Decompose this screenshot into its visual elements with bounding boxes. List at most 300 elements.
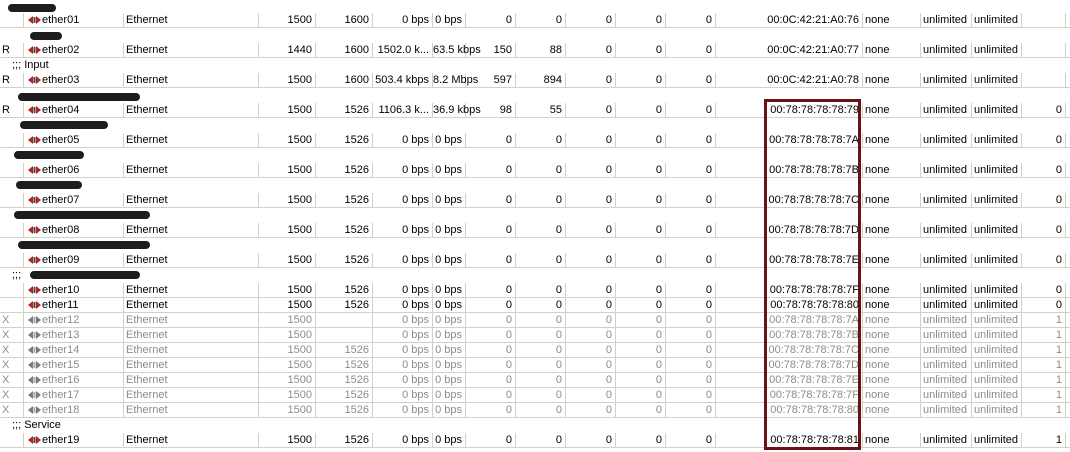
tx-packet-cell: 98 <box>466 103 516 117</box>
rx-cell: 0 bps <box>433 403 466 417</box>
flags-cell: X <box>0 358 24 372</box>
ethernet-port-icon <box>28 330 41 340</box>
interface-name: ether02 <box>42 44 80 56</box>
interface-name: ether01 <box>42 14 80 26</box>
mac-address-cell: 00:78:78:78:78:7B <box>716 328 863 342</box>
fp-cell: 0 <box>666 73 716 87</box>
flags-cell <box>0 193 24 207</box>
flags-cell: R <box>0 103 24 117</box>
arp-cell: none <box>863 73 921 87</box>
redaction-mark <box>18 93 140 101</box>
tx-packet-cell: 0 <box>466 298 516 312</box>
interface-name: ether17 <box>42 389 80 401</box>
ethernet-port-icon <box>28 315 41 325</box>
interface-name: ether04 <box>42 104 80 116</box>
ethernet-port-icon <box>28 255 41 265</box>
name-cell <box>24 43 124 57</box>
mtu-cell: 1500 <box>259 103 316 117</box>
arp-cell: none <box>863 133 921 147</box>
mtu-cell: 1500 <box>259 388 316 402</box>
rate-b-cell: unlimited <box>972 193 1022 207</box>
tx-packet-cell: 0 <box>466 223 516 237</box>
arp-cell: none <box>863 313 921 327</box>
tx-packet-cell: 0 <box>466 433 516 447</box>
rx-drops-cell: 0 <box>616 388 666 402</box>
interface-row-ether09[interactable] <box>0 253 1070 268</box>
flags-cell: X <box>0 373 24 387</box>
interface-row-ether11[interactable] <box>0 298 1070 313</box>
type-cell: Ethernet <box>124 313 259 327</box>
fp-cell: 0 <box>666 193 716 207</box>
rate-a-cell: unlimited <box>921 253 972 267</box>
type-cell: Ethernet <box>124 223 259 237</box>
tx-cell: 0 bps <box>373 223 433 237</box>
flags-cell: R <box>0 43 24 57</box>
tx-drops-cell: 0 <box>566 388 616 402</box>
name-cell <box>24 193 124 207</box>
l2mtu-cell: 1600 <box>316 43 373 57</box>
interface-row-ether19[interactable] <box>0 433 1070 448</box>
mac-address-cell: 00:78:78:78:78:7C <box>716 343 863 357</box>
mtu-cell: 1500 <box>259 133 316 147</box>
mtu-cell: 1500 <box>259 283 316 297</box>
flags-cell <box>0 433 24 447</box>
rate-a-cell: unlimited <box>921 298 972 312</box>
rx-drops-cell: 0 <box>616 253 666 267</box>
rate-b-cell: unlimited <box>972 328 1022 342</box>
rate-b-cell: unlimited <box>972 43 1022 57</box>
comment-text: ;;; <box>12 269 22 281</box>
arp-cell: none <box>863 103 921 117</box>
rx-drops-cell: 0 <box>616 328 666 342</box>
rx-drops-cell: 0 <box>616 73 666 87</box>
rx-drops-cell: 0 <box>616 13 666 27</box>
rate-a-cell: unlimited <box>921 223 972 237</box>
rx-packet-cell: 0 <box>516 298 566 312</box>
comment-row <box>0 148 1070 163</box>
tx-drops-cell: 0 <box>566 403 616 417</box>
l2mtu-cell: 1526 <box>316 403 373 417</box>
rate-b-cell: unlimited <box>972 73 1022 87</box>
type-cell: Ethernet <box>124 373 259 387</box>
ethernet-port-icon <box>28 405 41 415</box>
type-cell: Ethernet <box>124 283 259 297</box>
arp-cell: none <box>863 43 921 57</box>
tx-cell: 0 bps <box>373 253 433 267</box>
tx-drops-cell: 0 <box>566 298 616 312</box>
rate-a-cell: unlimited <box>921 343 972 357</box>
mtu-cell: 1500 <box>259 433 316 447</box>
tx-packet-cell: 597 <box>466 73 516 87</box>
fp-cell: 0 <box>666 163 716 177</box>
type-cell: Ethernet <box>124 13 259 27</box>
arp-cell: none <box>863 163 921 177</box>
rate-b-cell: unlimited <box>972 403 1022 417</box>
rx-packet-cell: 0 <box>516 313 566 327</box>
rx-packet-cell: 0 <box>516 283 566 297</box>
tx-drops-cell: 0 <box>566 43 616 57</box>
mac-address-cell: 00:0C:42:21:A0:77 <box>716 43 863 57</box>
mac-address-cell: 00:78:78:78:78:81 <box>716 433 863 447</box>
name-cell <box>24 343 124 357</box>
type-cell: Ethernet <box>124 403 259 417</box>
rx-cell: 0 bps <box>433 223 466 237</box>
tx-drops-cell: 0 <box>566 13 616 27</box>
mac-address-cell: 00:0C:42:21:A0:78 <box>716 73 863 87</box>
flags-cell: X <box>0 328 24 342</box>
tx-cell: 0 bps <box>373 193 433 207</box>
mtu-cell: 1500 <box>259 328 316 342</box>
rate-b-cell: unlimited <box>972 358 1022 372</box>
l2mtu-cell: 1526 <box>316 103 373 117</box>
rate-b-cell: unlimited <box>972 223 1022 237</box>
name-cell <box>24 163 124 177</box>
rx-packet-cell: 0 <box>516 193 566 207</box>
extra-cell <box>1022 73 1066 87</box>
flags-cell <box>0 283 24 297</box>
tx-drops-cell: 0 <box>566 163 616 177</box>
flags-cell <box>0 253 24 267</box>
mtu-cell: 1500 <box>259 163 316 177</box>
rx-drops-cell: 0 <box>616 283 666 297</box>
l2mtu-cell: 1526 <box>316 283 373 297</box>
rx-drops-cell: 0 <box>616 133 666 147</box>
interface-name: ether12 <box>42 314 80 326</box>
redaction-mark <box>14 151 84 159</box>
interface-name: ether03 <box>42 74 80 86</box>
rx-packet-cell: 0 <box>516 343 566 357</box>
interface-name: ether16 <box>42 374 80 386</box>
tx-packet-cell: 0 <box>466 388 516 402</box>
extra-cell: 0 <box>1022 193 1066 207</box>
mtu-cell: 1500 <box>259 373 316 387</box>
interface-row-ether13[interactable] <box>0 328 1070 343</box>
l2mtu-cell: 1526 <box>316 298 373 312</box>
extra-cell: 0 <box>1022 163 1066 177</box>
interface-row-ether01[interactable] <box>0 13 1070 28</box>
tx-cell: 1502.0 k... <box>373 43 433 57</box>
interface-name: ether09 <box>42 254 80 266</box>
interface-name: ether19 <box>42 434 80 446</box>
rx-packet-cell: 0 <box>516 223 566 237</box>
l2mtu-cell: 1600 <box>316 13 373 27</box>
flags-cell: X <box>0 343 24 357</box>
extra-cell: 1 <box>1022 328 1066 342</box>
interface-row-ether10[interactable] <box>0 283 1070 298</box>
arp-cell: none <box>863 223 921 237</box>
ethernet-port-icon <box>28 390 41 400</box>
l2mtu-cell: 1526 <box>316 193 373 207</box>
type-cell: Ethernet <box>124 103 259 117</box>
rx-packet-cell: 0 <box>516 388 566 402</box>
rx-packet-cell: 0 <box>516 373 566 387</box>
rate-b-cell: unlimited <box>972 103 1022 117</box>
l2mtu-cell: 1526 <box>316 223 373 237</box>
tx-cell: 0 bps <box>373 433 433 447</box>
extra-cell: 0 <box>1022 103 1066 117</box>
ethernet-port-icon <box>28 195 41 205</box>
flags-cell <box>0 133 24 147</box>
comment-row <box>0 178 1070 193</box>
flags-cell <box>0 298 24 312</box>
rx-packet-cell: 894 <box>516 73 566 87</box>
comment-text: ;;; Service <box>12 419 61 431</box>
rx-cell: 0 bps <box>433 313 466 327</box>
rate-a-cell: unlimited <box>921 433 972 447</box>
arp-cell: none <box>863 298 921 312</box>
interface-row-ether07[interactable] <box>0 193 1070 208</box>
rx-packet-cell: 0 <box>516 13 566 27</box>
mac-address-cell: 00:78:78:78:78:7A <box>716 133 863 147</box>
extra-cell: 0 <box>1022 298 1066 312</box>
l2mtu-cell: 1526 <box>316 163 373 177</box>
redaction-mark <box>14 211 150 219</box>
tx-packet-cell: 0 <box>466 133 516 147</box>
name-cell <box>24 223 124 237</box>
ethernet-port-icon <box>28 285 41 295</box>
mtu-cell: 1500 <box>259 343 316 357</box>
arp-cell: none <box>863 13 921 27</box>
mac-address-cell: 00:78:78:78:78:7F <box>716 283 863 297</box>
tx-drops-cell: 0 <box>566 253 616 267</box>
tx-packet-cell: 0 <box>466 328 516 342</box>
rx-cell: 0 bps <box>433 163 466 177</box>
ethernet-port-icon <box>28 105 41 115</box>
tx-cell: 0 bps <box>373 283 433 297</box>
flags-cell <box>0 163 24 177</box>
rate-b-cell: unlimited <box>972 343 1022 357</box>
flags-cell: R <box>0 73 24 87</box>
rx-drops-cell: 0 <box>616 343 666 357</box>
rate-a-cell: unlimited <box>921 313 972 327</box>
comment-row <box>0 268 1070 283</box>
tx-cell: 0 bps <box>373 358 433 372</box>
interface-name: ether05 <box>42 134 80 146</box>
rx-packet-cell: 0 <box>516 328 566 342</box>
type-cell: Ethernet <box>124 73 259 87</box>
arp-cell: none <box>863 343 921 357</box>
interface-row-ether16[interactable] <box>0 373 1070 388</box>
rx-cell: 0 bps <box>433 193 466 207</box>
tx-cell: 0 bps <box>373 313 433 327</box>
interface-name: ether14 <box>42 344 80 356</box>
name-cell <box>24 103 124 117</box>
ethernet-port-icon <box>28 375 41 385</box>
extra-cell: 1 <box>1022 313 1066 327</box>
rate-b-cell: unlimited <box>972 13 1022 27</box>
interface-row-ether05[interactable] <box>0 133 1070 148</box>
rate-a-cell: unlimited <box>921 163 972 177</box>
interface-name: ether06 <box>42 164 80 176</box>
type-cell: Ethernet <box>124 388 259 402</box>
rate-b-cell: unlimited <box>972 253 1022 267</box>
mac-address-cell: 00:78:78:78:78:7A <box>716 313 863 327</box>
fp-cell: 0 <box>666 388 716 402</box>
rx-drops-cell: 0 <box>616 223 666 237</box>
rate-a-cell: unlimited <box>921 283 972 297</box>
interface-row-ether06[interactable] <box>0 163 1070 178</box>
interface-name: ether07 <box>42 194 80 206</box>
name-cell <box>24 358 124 372</box>
tx-cell: 0 bps <box>373 13 433 27</box>
mac-address-cell: 00:78:78:78:78:7E <box>716 373 863 387</box>
l2mtu-cell: 1526 <box>316 388 373 402</box>
rx-packet-cell: 0 <box>516 358 566 372</box>
tx-cell: 0 bps <box>373 163 433 177</box>
rx-packet-cell: 0 <box>516 253 566 267</box>
interface-name: ether11 <box>42 299 79 311</box>
arp-cell: none <box>863 373 921 387</box>
tx-drops-cell: 0 <box>566 373 616 387</box>
fp-cell: 0 <box>666 343 716 357</box>
interface-row-ether14[interactable] <box>0 343 1070 358</box>
redaction-mark <box>8 4 56 12</box>
name-cell <box>24 373 124 387</box>
mac-address-cell: 00:78:78:78:78:7D <box>716 223 863 237</box>
type-cell: Ethernet <box>124 133 259 147</box>
l2mtu-cell: 1526 <box>316 253 373 267</box>
rate-a-cell: unlimited <box>921 13 972 27</box>
comment-text: ;;; Input <box>12 59 49 71</box>
rx-cell: 63.5 kbps <box>433 44 481 56</box>
type-cell: Ethernet <box>124 253 259 267</box>
interface-name: ether18 <box>42 404 80 416</box>
rx-cell: 36.9 kbps <box>433 104 481 116</box>
rate-a-cell: unlimited <box>921 388 972 402</box>
interface-row-ether04[interactable] <box>0 103 1070 118</box>
rate-b-cell: unlimited <box>972 163 1022 177</box>
redaction-mark <box>30 271 140 279</box>
arp-cell: none <box>863 388 921 402</box>
tx-packet-cell: 0 <box>466 313 516 327</box>
rx-packet-cell: 88 <box>516 43 566 57</box>
l2mtu-cell <box>316 313 373 327</box>
rate-a-cell: unlimited <box>921 373 972 387</box>
name-cell <box>24 283 124 297</box>
comment-row <box>0 88 1070 103</box>
rx-cell: 8.2 Mbps <box>433 74 479 86</box>
rx-cell: 0 bps <box>433 388 466 402</box>
interface-row-ether02[interactable] <box>0 43 1070 58</box>
flags-cell: X <box>0 313 24 327</box>
type-cell: Ethernet <box>124 343 259 357</box>
type-cell: Ethernet <box>124 298 259 312</box>
rx-cell: 0 bps <box>433 358 466 372</box>
mac-address-cell: 00:78:78:78:78:7E <box>716 253 863 267</box>
fp-cell: 0 <box>666 358 716 372</box>
flags-cell <box>0 223 24 237</box>
fp-cell: 0 <box>666 253 716 267</box>
rx-drops-cell: 0 <box>616 313 666 327</box>
rate-a-cell: unlimited <box>921 358 972 372</box>
interface-row-ether08[interactable] <box>0 223 1070 238</box>
extra-cell <box>1022 43 1066 57</box>
rx-packet-cell: 0 <box>516 163 566 177</box>
rx-drops-cell: 0 <box>616 433 666 447</box>
interface-name: ether08 <box>42 224 80 236</box>
interface-name: ether13 <box>42 329 80 341</box>
rate-a-cell: unlimited <box>921 328 972 342</box>
type-cell: Ethernet <box>124 193 259 207</box>
flags-cell <box>0 13 24 27</box>
tx-drops-cell: 0 <box>566 133 616 147</box>
name-cell <box>24 253 124 267</box>
interface-row-ether17[interactable] <box>0 388 1070 403</box>
tx-packet-cell: 0 <box>466 403 516 417</box>
name-cell <box>24 403 124 417</box>
ethernet-port-icon <box>28 165 41 175</box>
tx-packet-cell: 0 <box>466 373 516 387</box>
interface-row-ether12[interactable] <box>0 313 1070 328</box>
rx-packet-cell: 0 <box>516 403 566 417</box>
rate-a-cell: unlimited <box>921 193 972 207</box>
rx-drops-cell: 0 <box>616 358 666 372</box>
mac-address-cell: 00:78:78:78:78:80 <box>716 298 863 312</box>
rx-drops-cell: 0 <box>616 43 666 57</box>
ethernet-port-icon <box>28 345 41 355</box>
interface-name: ether15 <box>42 359 80 371</box>
ethernet-port-icon <box>28 225 41 235</box>
fp-cell: 0 <box>666 103 716 117</box>
redaction-mark <box>16 181 82 189</box>
name-cell <box>24 313 124 327</box>
rx-packet-cell: 55 <box>516 103 566 117</box>
tx-packet-cell: 150 <box>466 43 516 57</box>
tx-drops-cell: 0 <box>566 313 616 327</box>
mtu-cell: 1500 <box>259 403 316 417</box>
tx-drops-cell: 0 <box>566 73 616 87</box>
rate-a-cell: unlimited <box>921 133 972 147</box>
mac-address-cell: 00:78:78:78:78:80 <box>716 403 863 417</box>
type-cell: Ethernet <box>124 358 259 372</box>
arp-cell: none <box>863 283 921 297</box>
tx-cell: 0 bps <box>373 343 433 357</box>
comment-row <box>0 238 1070 253</box>
tx-packet-cell: 0 <box>466 283 516 297</box>
arp-cell: none <box>863 193 921 207</box>
name-cell <box>24 298 124 312</box>
name-cell <box>24 133 124 147</box>
mac-address-cell: 00:78:78:78:78:7F <box>716 388 863 402</box>
mac-address-cell: 00:78:78:78:78:7C <box>716 193 863 207</box>
comment-row <box>0 208 1070 223</box>
ethernet-port-icon <box>28 15 41 25</box>
comment-row <box>0 418 1070 433</box>
mtu-cell: 1440 <box>259 43 316 57</box>
mtu-cell: 1500 <box>259 253 316 267</box>
rate-a-cell: unlimited <box>921 73 972 87</box>
arp-cell: none <box>863 253 921 267</box>
rate-b-cell: unlimited <box>972 388 1022 402</box>
rx-cell: 0 bps <box>433 133 466 147</box>
tx-cell: 0 bps <box>373 133 433 147</box>
rx-cell: 0 bps <box>433 373 466 387</box>
interface-row-ether18[interactable] <box>0 403 1070 418</box>
tx-packet-cell: 0 <box>466 343 516 357</box>
tx-packet-cell: 0 <box>466 13 516 27</box>
rx-drops-cell: 0 <box>616 373 666 387</box>
type-cell: Ethernet <box>124 163 259 177</box>
type-cell: Ethernet <box>124 433 259 447</box>
tx-drops-cell: 0 <box>566 223 616 237</box>
rate-b-cell: unlimited <box>972 298 1022 312</box>
extra-cell: 0 <box>1022 283 1066 297</box>
interface-row-ether03[interactable] <box>0 73 1070 88</box>
tx-cell: 0 bps <box>373 298 433 312</box>
ethernet-port-icon <box>28 300 41 310</box>
interface-row-ether15[interactable] <box>0 358 1070 373</box>
extra-cell: 1 <box>1022 343 1066 357</box>
